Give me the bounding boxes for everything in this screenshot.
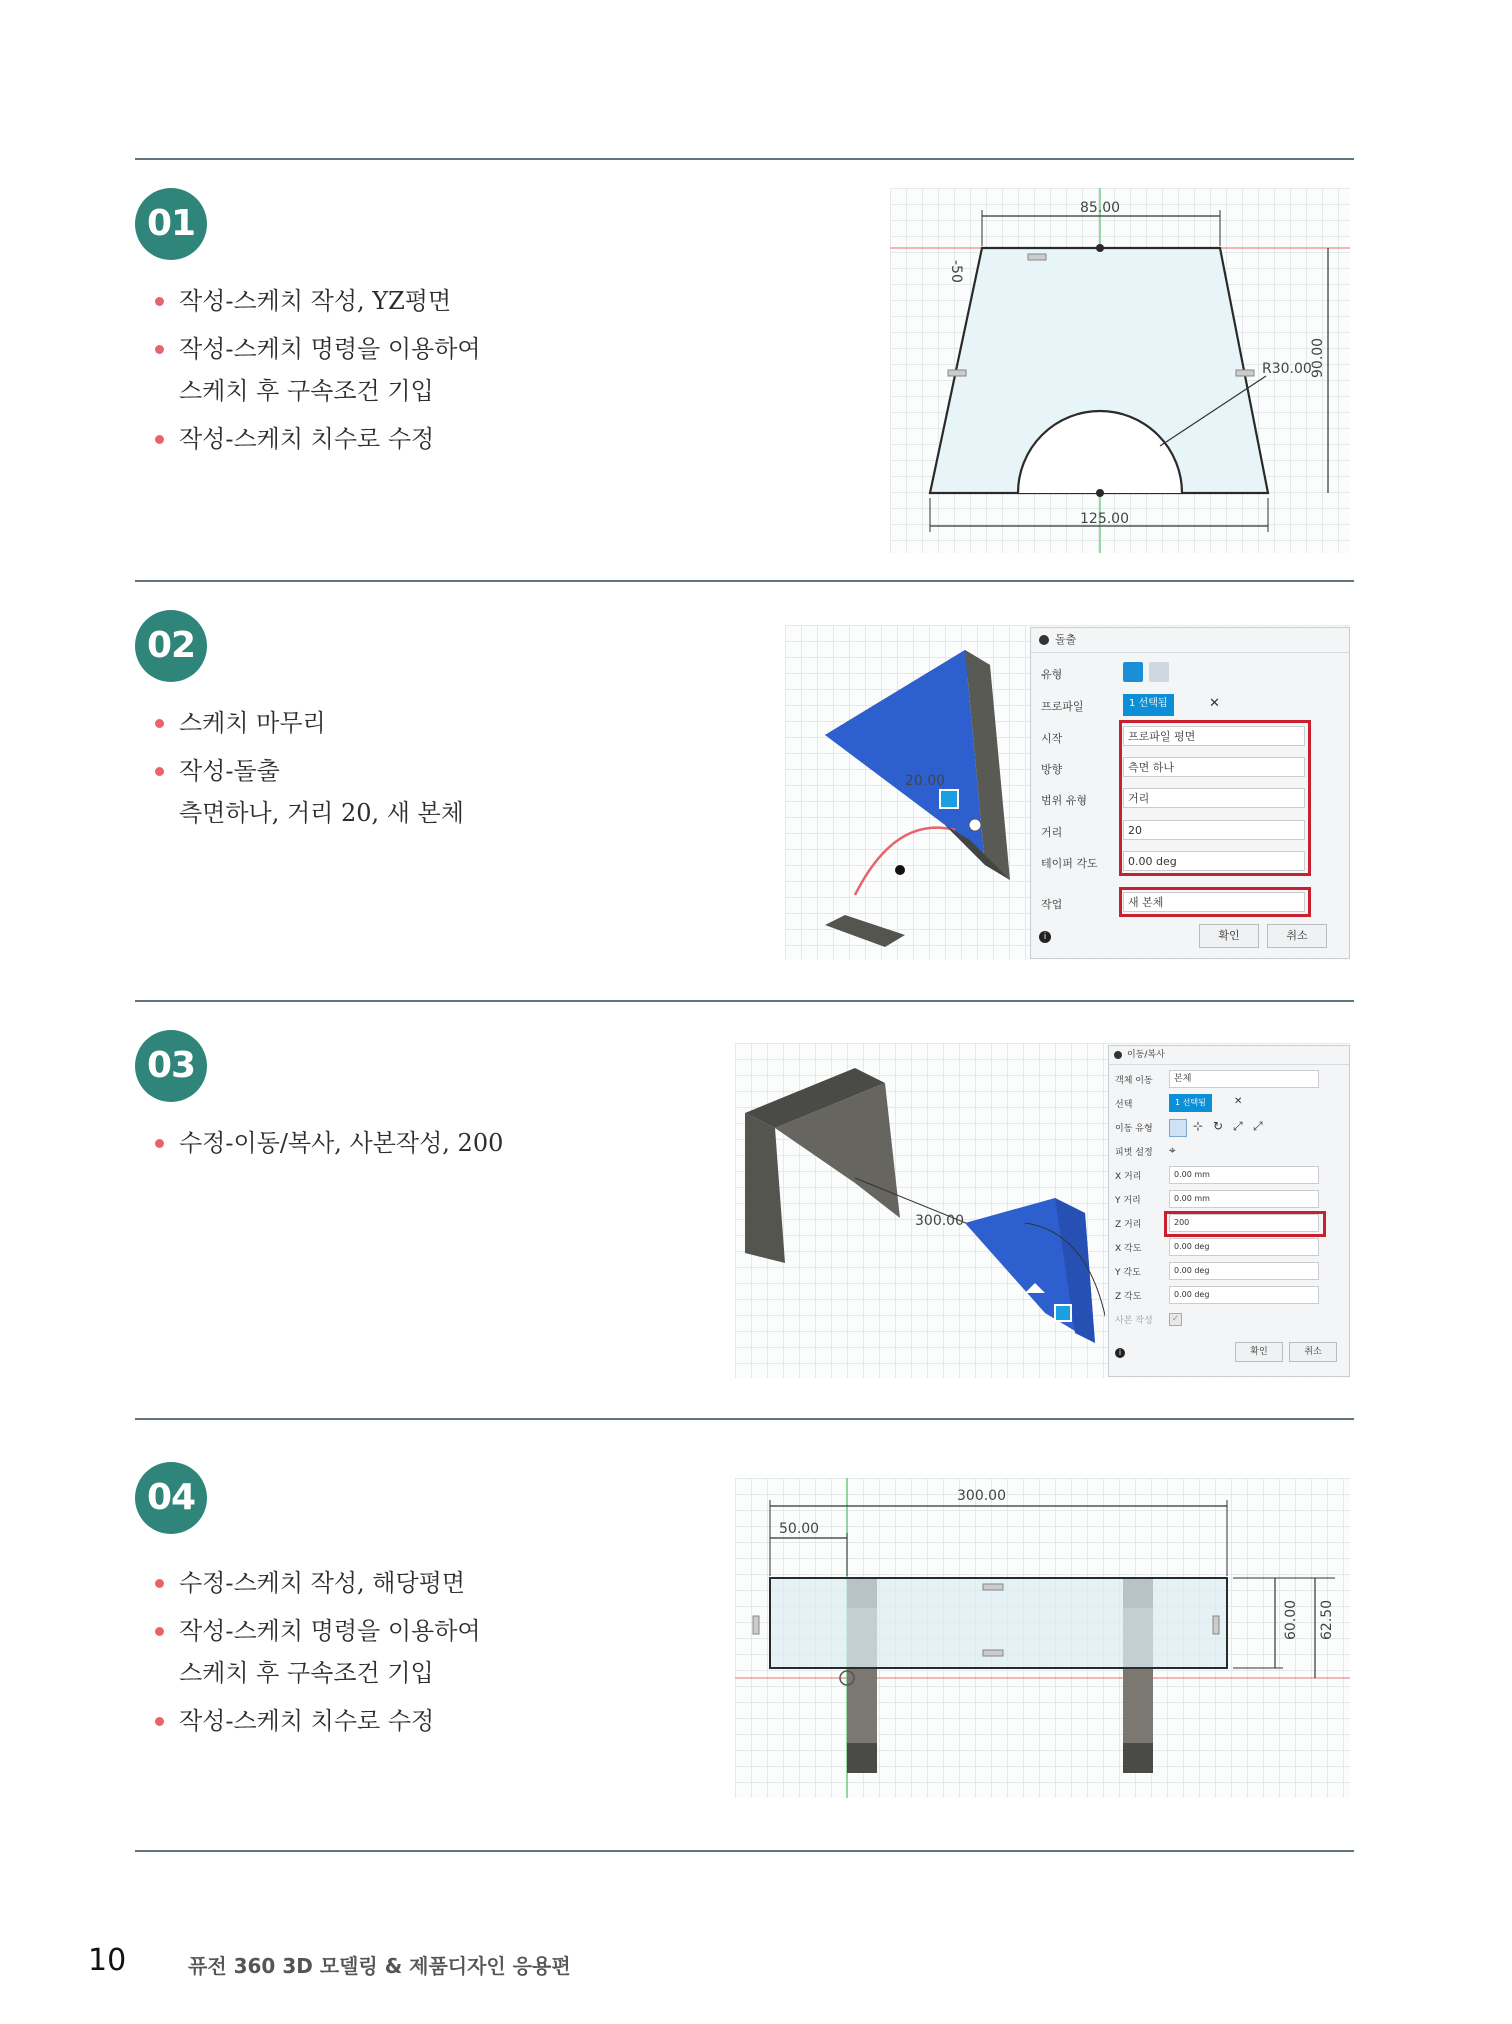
list-item [155,328,481,412]
move-object-select[interactable]: 본체 [1169,1070,1319,1088]
move-copy-figure-03 [735,1043,1350,1378]
instruction-list [155,280,481,460]
step-number-badge: 02 [135,610,207,682]
z-angle-input[interactable]: 0.00 deg [1169,1286,1319,1304]
row-y-distance [1109,1188,1349,1212]
instruction-text: 작성-돌출 [179,757,280,785]
cancel-button[interactable]: 취소 [1289,1342,1337,1362]
z-distance-input[interactable]: 200 [1169,1214,1319,1232]
row-y-angle [1109,1260,1349,1284]
list-item [155,1700,481,1742]
row-move-object [1109,1068,1349,1092]
step-number-badge: 03 [135,1030,207,1102]
clear-selection-icon[interactable]: ✕ [1209,696,1220,711]
dim-left-label: 50.00 [779,1521,820,1537]
row-label: 선택 [1115,1100,1133,1110]
section-divider [135,1850,1354,1852]
dialog-title: 돌출 [1031,628,1349,653]
row-label: 유형 [1041,668,1063,681]
section-divider [135,158,1354,160]
create-copy-checkbox[interactable]: ✓ [1169,1313,1182,1326]
page-number: 10 [88,1943,127,1978]
extent-type-select[interactable]: 거리 [1123,788,1305,808]
row-pivot [1109,1140,1349,1164]
highlight-box [1164,1211,1326,1237]
row-label: 거리 [1041,826,1063,839]
start-select[interactable]: 프로파일 평면 [1123,726,1305,746]
point-to-point-icon[interactable]: ⤢ [1233,1119,1243,1133]
translate-icon[interactable]: ⊹ [1193,1119,1204,1133]
list-item [155,1610,481,1694]
instruction-text: 작성-스케치 치수로 수정 [179,425,435,453]
selection-button[interactable]: 1 선택됨 [1169,1094,1212,1112]
list-item [155,702,464,744]
y-angle-input[interactable]: 0.00 deg [1169,1262,1319,1280]
bullet-icon [155,1139,164,1148]
instruction-text: 작성-스케치 명령을 이용하여 [179,1617,481,1645]
row-label: Y 거리 [1115,1196,1141,1206]
move-manipulator-icon[interactable] [1055,1305,1071,1321]
info-icon[interactable]: i [1039,931,1051,943]
section-divider [135,1418,1354,1420]
taper-angle-input[interactable]: 0.00 deg [1123,851,1305,871]
ok-button[interactable]: 확인 [1235,1342,1283,1362]
row-label: 작업 [1041,898,1063,911]
instruction-text: 수정-스케치 작성, 해당평면 [179,1569,466,1597]
row-move-type [1109,1116,1349,1140]
collapse-icon[interactable] [1114,1051,1122,1059]
row-label: Z 거리 [1115,1220,1142,1230]
extrude-dialog [1030,627,1350,959]
move-copy-model [735,1043,1105,1378]
collapse-icon[interactable] [1039,635,1049,645]
sketch-figure-04 [735,1478,1350,1798]
bullet-icon [155,435,164,444]
selection-button[interactable]: 1 선택됨 [1123,694,1174,716]
instruction-text: 스케치 마무리 [179,709,326,737]
instruction-continuation: 스케치 후 구속조건 기입 [179,377,434,405]
rotate-icon[interactable]: ↻ [1213,1119,1224,1133]
row-selection [1109,1092,1349,1116]
row-label: 테이퍼 각도 [1041,857,1098,870]
bullet-icon [155,345,164,354]
thin-type-icon[interactable] [1149,662,1169,682]
dim-radius-label: R30.00 [1262,361,1312,377]
dim-height-label: 90.00 [1310,337,1326,378]
row-create-copy [1109,1308,1349,1332]
row-x-angle [1109,1236,1349,1260]
row-label: 사본 작성 [1115,1316,1153,1326]
row-x-distance [1109,1164,1349,1188]
operation-select[interactable]: 새 본체 [1123,892,1305,912]
distance-input[interactable]: 20 [1123,820,1305,840]
instruction-text: 작성-스케치 작성, YZ평면 [179,287,452,315]
list-item [155,418,481,460]
instruction-text: 작성-스케치 치수로 수정 [179,1707,435,1735]
row-label: 시작 [1041,732,1063,745]
extruded-model [785,625,1035,960]
bullet-icon [155,719,164,728]
step-number-badge: 04 [135,1462,207,1534]
model-dimension-label: 20.00 [905,773,946,789]
row-label: 방향 [1041,763,1063,776]
row-label: 프로파일 [1041,700,1084,713]
dim-top-label: 85.00 [1080,200,1121,216]
step-number-badge: 01 [135,188,207,260]
pivot-icon[interactable]: ⌖ [1169,1143,1176,1157]
row-label: 이동 유형 [1115,1124,1153,1134]
highlight-box [1119,720,1311,876]
highlight-box [1119,887,1311,917]
point-to-position-icon[interactable]: ⤢ [1253,1119,1263,1133]
direction-select[interactable]: 측면 하나 [1123,757,1305,777]
row-label: 객체 이동 [1115,1076,1153,1086]
row-label: 범위 유형 [1041,794,1088,807]
y-distance-input[interactable]: 0.00 mm [1169,1190,1319,1208]
instruction-continuation: 스케치 후 구속조건 기입 [179,1659,434,1687]
move-copy-dialog [1108,1045,1350,1377]
instruction-list [155,1122,503,1164]
row-type [1031,660,1349,686]
row-label: 피벗 설정 [1115,1148,1153,1158]
section-divider [135,580,1354,582]
instruction-list [155,702,464,834]
dim-bottom-label: 125.00 [1080,511,1129,527]
clear-selection-icon[interactable]: ✕ [1234,1096,1243,1107]
bullet-icon [155,1579,164,1588]
sketch-drawing [890,188,1350,553]
sketch-drawing [735,1478,1350,1798]
list-item [155,280,481,322]
model-dimension-label: 300.00 [915,1213,964,1229]
bullet-icon [155,767,164,776]
row-label: X 각도 [1115,1244,1142,1254]
x-distance-input[interactable]: 0.00 mm [1169,1166,1319,1184]
instruction-text: 작성-스케치 명령을 이용하여 [179,335,481,363]
ok-button[interactable]: 확인 [1199,924,1259,948]
instruction-list [155,1562,481,1742]
dim-left-label: -50 [948,260,964,283]
bullet-icon [155,1717,164,1726]
bullet-icon [155,297,164,306]
instruction-text: 수정-이동/복사, 사본작성, 200 [179,1129,504,1157]
dim-h2-label: 62.50 [1319,1599,1335,1640]
list-item [155,750,464,834]
book-title: 퓨전 360 3D 모델링 & 제품디자인 응용편 [188,1954,571,1978]
list-item [155,1562,481,1604]
sketch-figure-01 [890,188,1350,553]
info-icon[interactable]: i [1115,1348,1125,1358]
row-profile [1031,692,1349,718]
bullet-icon [155,1627,164,1636]
dialog-title: 이동/복사 [1109,1046,1349,1065]
extrude-figure-02 [785,625,1350,960]
row-z-angle [1109,1284,1349,1308]
list-item [155,1122,503,1164]
section-divider [135,1000,1354,1002]
instruction-continuation: 측면하나, 거리 20, 새 본체 [179,799,464,827]
row-label: Y 각도 [1115,1268,1141,1278]
row-label: X 거리 [1115,1172,1142,1182]
dim-top-label: 300.00 [957,1488,1006,1504]
free-move-icon[interactable] [1169,1119,1187,1137]
cancel-button[interactable]: 취소 [1267,924,1327,948]
move-manipulator-icon[interactable] [940,790,958,808]
x-angle-input[interactable]: 0.00 deg [1169,1238,1319,1256]
row-label: Z 각도 [1115,1292,1142,1302]
dim-h1-label: 60.00 [1283,1599,1299,1640]
solid-type-icon[interactable] [1123,662,1143,682]
